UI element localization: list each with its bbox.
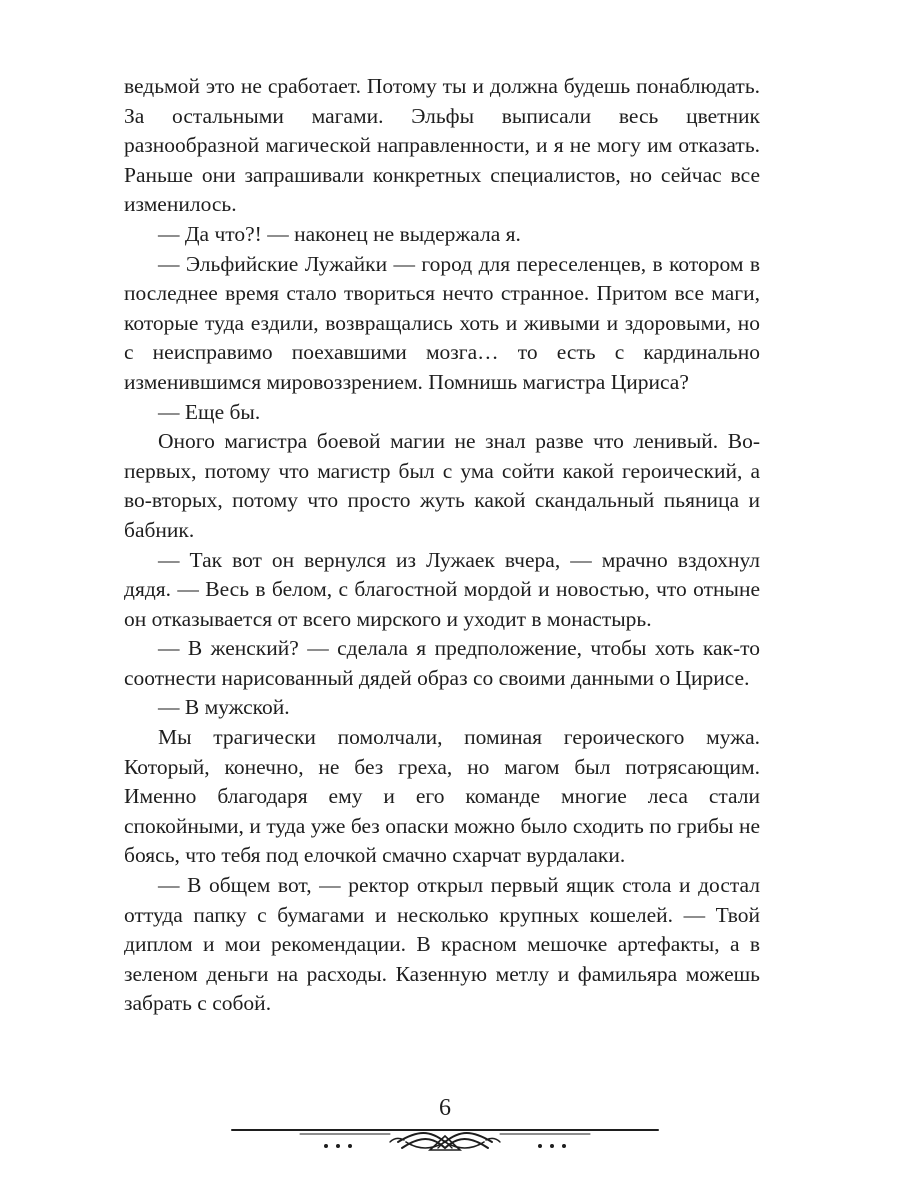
paragraph-5: Оного магистра боевой магии не знал разве что ленивый. Во-первых, потому что магистр был с ума сойти какой героический, а во-вторых, потому что просто жуть какой скандальный пьяница и бабник.	[124, 429, 760, 542]
decorative-divider-icon	[230, 1122, 660, 1158]
paragraph-9: Мы трагически помолчали, поминая героического мужа. Который, конечно, не без греха, но магом был потрясающим. Именно благодаря ему и его команде многие леса стали спокойными, и туда уже без опаски можно было сходить по грибы не боясь, что тебя под елочкой смачно схарчат вурдалаки.	[124, 725, 760, 868]
page-number: 6	[439, 1095, 451, 1121]
paragraph-10: — В общем вот, — ректор открыл первый ящик стола и достал оттуда папку с бумагами и несколько крупных кошелей. — Твой диплом и мои рекомендации. В красном мешочке артефакты, а в зеленом деньги на расходы. Казенную метлу и фамильяра можешь забрать с собой.	[124, 873, 760, 1016]
body-text	[124, 72, 760, 1019]
paragraph-1: ведьмой это не сработает. Потому ты и должна будешь понаблюдать. За остальными магами. Эльфы выписали весь цветник разнообразной магической направленности, и я не могу им отказать. Раньше они запрашивали конкретных специалистов, но сейчас все изменилось.	[124, 74, 760, 217]
paragraph-2: — Да что?! — наконец не выдержала я.	[158, 221, 521, 246]
paragraph-4: — Еще бы.	[158, 399, 261, 424]
paragraph-6: — Так вот он вернулся из Лужаек вчера, — мрачно вздохнул дядя. — Весь в белом, с благостной мордой и новостью, что отныне он отказывается от всего мирского и уходит в монастырь.	[124, 547, 760, 631]
page-footer	[230, 1094, 660, 1164]
paragraph-7: — В женский? — сделала я предположение, чтобы хоть как-то соотнести нарисованный дядей образ со своими данными о Цирисе.	[124, 636, 760, 690]
paragraph-8: — В мужской.	[158, 695, 290, 720]
paragraph-3: — Эльфийские Лужайки — город для переселенцев, в котором в последнее время стало твориться нечто странное. Притом все маги, которые туда ездили, возвращались хоть и живыми и здоровыми, но с неисправимо поехавшими мозга… то есть с кардинально изменившимся мировоззрением. Помнишь магистра Цириса?	[124, 251, 760, 394]
